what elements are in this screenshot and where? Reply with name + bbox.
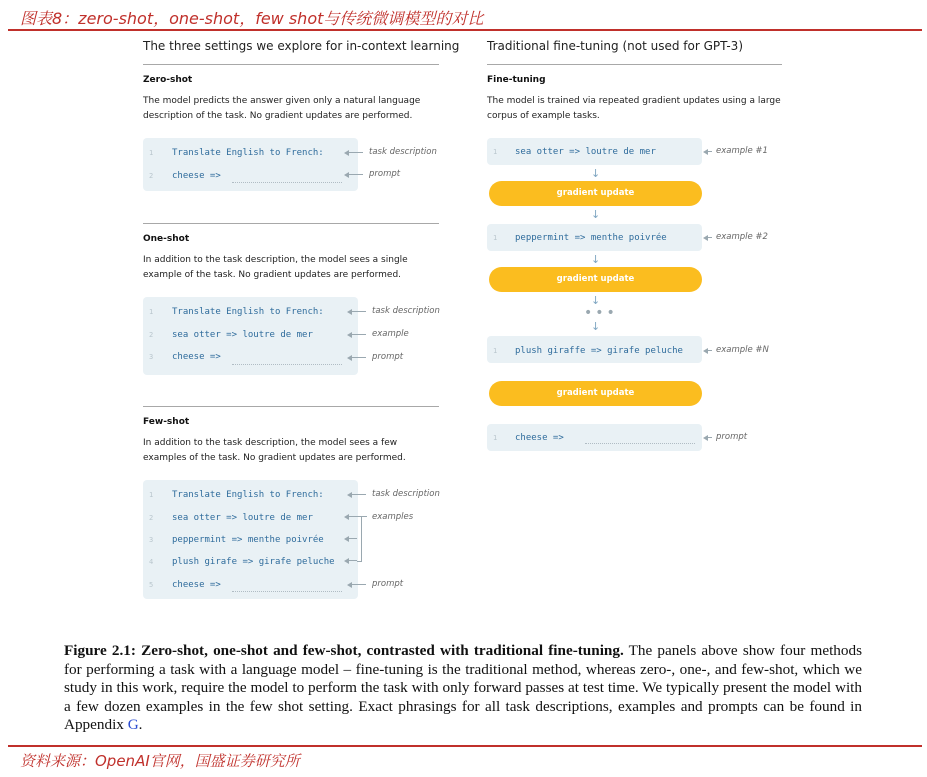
arrow-icon <box>347 582 352 588</box>
few-shot-example-line: peppermint => menthe poivrée <box>172 535 324 545</box>
pointer-line <box>350 494 366 495</box>
down-arrow-icon: ↓ <box>591 253 601 266</box>
source-line: 资料来源：OpenAI官网，国盛证券研究所 <box>20 752 300 770</box>
line-number: 1 <box>493 434 498 442</box>
note-example: example <box>372 329 409 339</box>
note-example: example #N <box>716 345 769 355</box>
section-rule <box>143 406 439 407</box>
few-shot-example-line: plush girafe => girafe peluche <box>172 557 335 567</box>
pointer-line <box>347 516 357 517</box>
pointer-line <box>706 437 712 438</box>
few-shot-example-line: sea otter => loutre de mer <box>172 513 313 523</box>
line-number: 1 <box>149 149 154 157</box>
pointer-line <box>350 334 366 335</box>
gradient-update-pill: gradient update <box>489 181 702 206</box>
line-number: 1 <box>493 148 498 156</box>
one-shot-task-line: Translate English to French: <box>172 307 324 317</box>
header-rule <box>8 29 922 31</box>
examples-bracket <box>357 516 362 562</box>
pointer-line <box>706 237 712 238</box>
fine-tuning-example-line: peppermint => menthe poivrée <box>515 233 667 243</box>
few-shot-title: Few-shot <box>143 417 190 427</box>
arrow-icon <box>703 435 708 441</box>
caption-label: Figure 2.1: Zero-shot, one-shot and few-shot, contrasted with traditional fine-tuning. <box>64 642 624 659</box>
down-arrow-icon: ↓ <box>591 208 601 221</box>
one-shot-description: In addition to the task description, the model sees a single example of the task. No gradient updates are performed. <box>143 255 408 280</box>
arrow-icon <box>703 235 708 241</box>
arrow-icon <box>703 149 708 155</box>
pointer-line <box>350 357 366 358</box>
one-shot-title: One-shot <box>143 234 190 244</box>
caption-body: The panels above show four methods for performing a task with a language model – fine-tuning is the traditional method, whereas zero-, one-, and few-shot, which we study in this work, require the model to perform the task with only forward passes at test time. We typically present the model with a few dozen examples in the few shot setting. Exact phrasings for all task descriptions, examples and prompts can be found in Appendix <box>64 642 862 733</box>
pointer-line <box>347 152 363 153</box>
fine-tuning-example-line: plush giraffe => girafe peluche <box>515 346 683 356</box>
appendix-link[interactable]: G <box>127 716 139 733</box>
down-arrow-icon: ↓ <box>591 294 601 307</box>
line-number: 3 <box>149 353 154 361</box>
line-number: 2 <box>149 331 154 339</box>
line-number: 1 <box>493 347 498 355</box>
arrow-icon <box>347 492 352 498</box>
line-number: 5 <box>149 581 154 589</box>
note-examples: examples <box>372 512 414 522</box>
line-number: 4 <box>149 558 154 566</box>
down-arrow-icon: ↓ <box>591 167 601 180</box>
zero-shot-title: Zero-shot <box>143 75 193 85</box>
pointer-line <box>350 584 366 585</box>
note-prompt: prompt <box>716 432 748 442</box>
gradient-update-pill: gradient update <box>489 267 702 292</box>
fine-tuning-title: Fine-tuning <box>487 75 546 85</box>
pointer-line <box>347 174 363 175</box>
gradient-update-pill: gradient update <box>489 381 702 406</box>
zero-shot-prompt-line: cheese => <box>172 171 221 181</box>
right-column-heading: Traditional fine-tuning (not used for GPT-3) <box>487 39 744 53</box>
zero-shot-description: The model predicts the answer given only a natural language description of the task. No gradient updates are performed. <box>143 96 421 121</box>
line-number: 2 <box>149 172 154 180</box>
pointer-line <box>362 516 367 517</box>
note-prompt: prompt <box>372 579 404 589</box>
fine-tuning-description: The model is trained via repeated gradient updates using a large corpus of example tasks. <box>487 96 781 121</box>
left-column-heading: The three settings we explore for in-context learning <box>143 39 460 53</box>
arrow-icon <box>344 558 349 564</box>
prompt-blank <box>585 443 695 444</box>
caption-end: . <box>138 716 143 733</box>
arrow-icon <box>344 172 349 178</box>
note-example: example #2 <box>716 232 768 242</box>
line-number: 2 <box>149 514 154 522</box>
fine-tuning-example-line: sea otter => loutre de mer <box>515 147 656 157</box>
pointer-line <box>350 311 366 312</box>
arrow-icon <box>344 150 349 156</box>
note-task-description: task description <box>369 147 437 157</box>
pointer-line <box>706 151 712 152</box>
arrow-icon <box>347 309 352 315</box>
line-number: 1 <box>149 491 154 499</box>
pointer-line <box>706 350 712 351</box>
arrow-icon <box>344 536 349 542</box>
prompt-blank <box>232 182 342 183</box>
prompt-blank <box>232 364 342 365</box>
note-example: example #1 <box>716 146 768 156</box>
left-heading-rule <box>143 64 439 65</box>
arrow-icon <box>347 355 352 361</box>
zero-shot-panel <box>143 138 358 191</box>
pointer-line <box>347 560 357 561</box>
note-prompt: prompt <box>372 352 404 362</box>
zero-shot-task-line: Translate English to French: <box>172 148 324 158</box>
prompt-blank <box>232 591 342 592</box>
down-arrow-icon: ↓ <box>591 320 601 333</box>
note-task-description: task description <box>372 306 440 316</box>
few-shot-prompt-line: cheese => <box>172 580 221 590</box>
footer-rule <box>8 745 922 747</box>
pointer-line <box>347 538 357 539</box>
few-shot-task-line: Translate English to French: <box>172 490 324 500</box>
note-task-description: task description <box>372 489 440 499</box>
line-number: 1 <box>149 308 154 316</box>
line-number: 1 <box>493 234 498 242</box>
one-shot-prompt-line: cheese => <box>172 352 221 362</box>
arrow-icon <box>344 514 349 520</box>
line-number: 3 <box>149 536 154 544</box>
few-shot-description: In addition to the task description, the model sees a few examples of the task. No gradient updates are performed. <box>143 438 406 463</box>
section-rule <box>143 223 439 224</box>
ellipsis-icon: ••• <box>584 305 618 321</box>
arrow-icon <box>347 332 352 338</box>
fine-tuning-prompt-line: cheese => <box>515 433 564 443</box>
figure-caption <box>64 642 862 735</box>
arrow-icon <box>703 348 708 354</box>
right-heading-rule <box>487 64 782 65</box>
note-prompt: prompt <box>369 169 401 179</box>
figure-header: 图表8：zero-shot，one-shot，few shot与传统微调模型的对比 <box>20 9 484 28</box>
one-shot-example-line: sea otter => loutre de mer <box>172 330 313 340</box>
